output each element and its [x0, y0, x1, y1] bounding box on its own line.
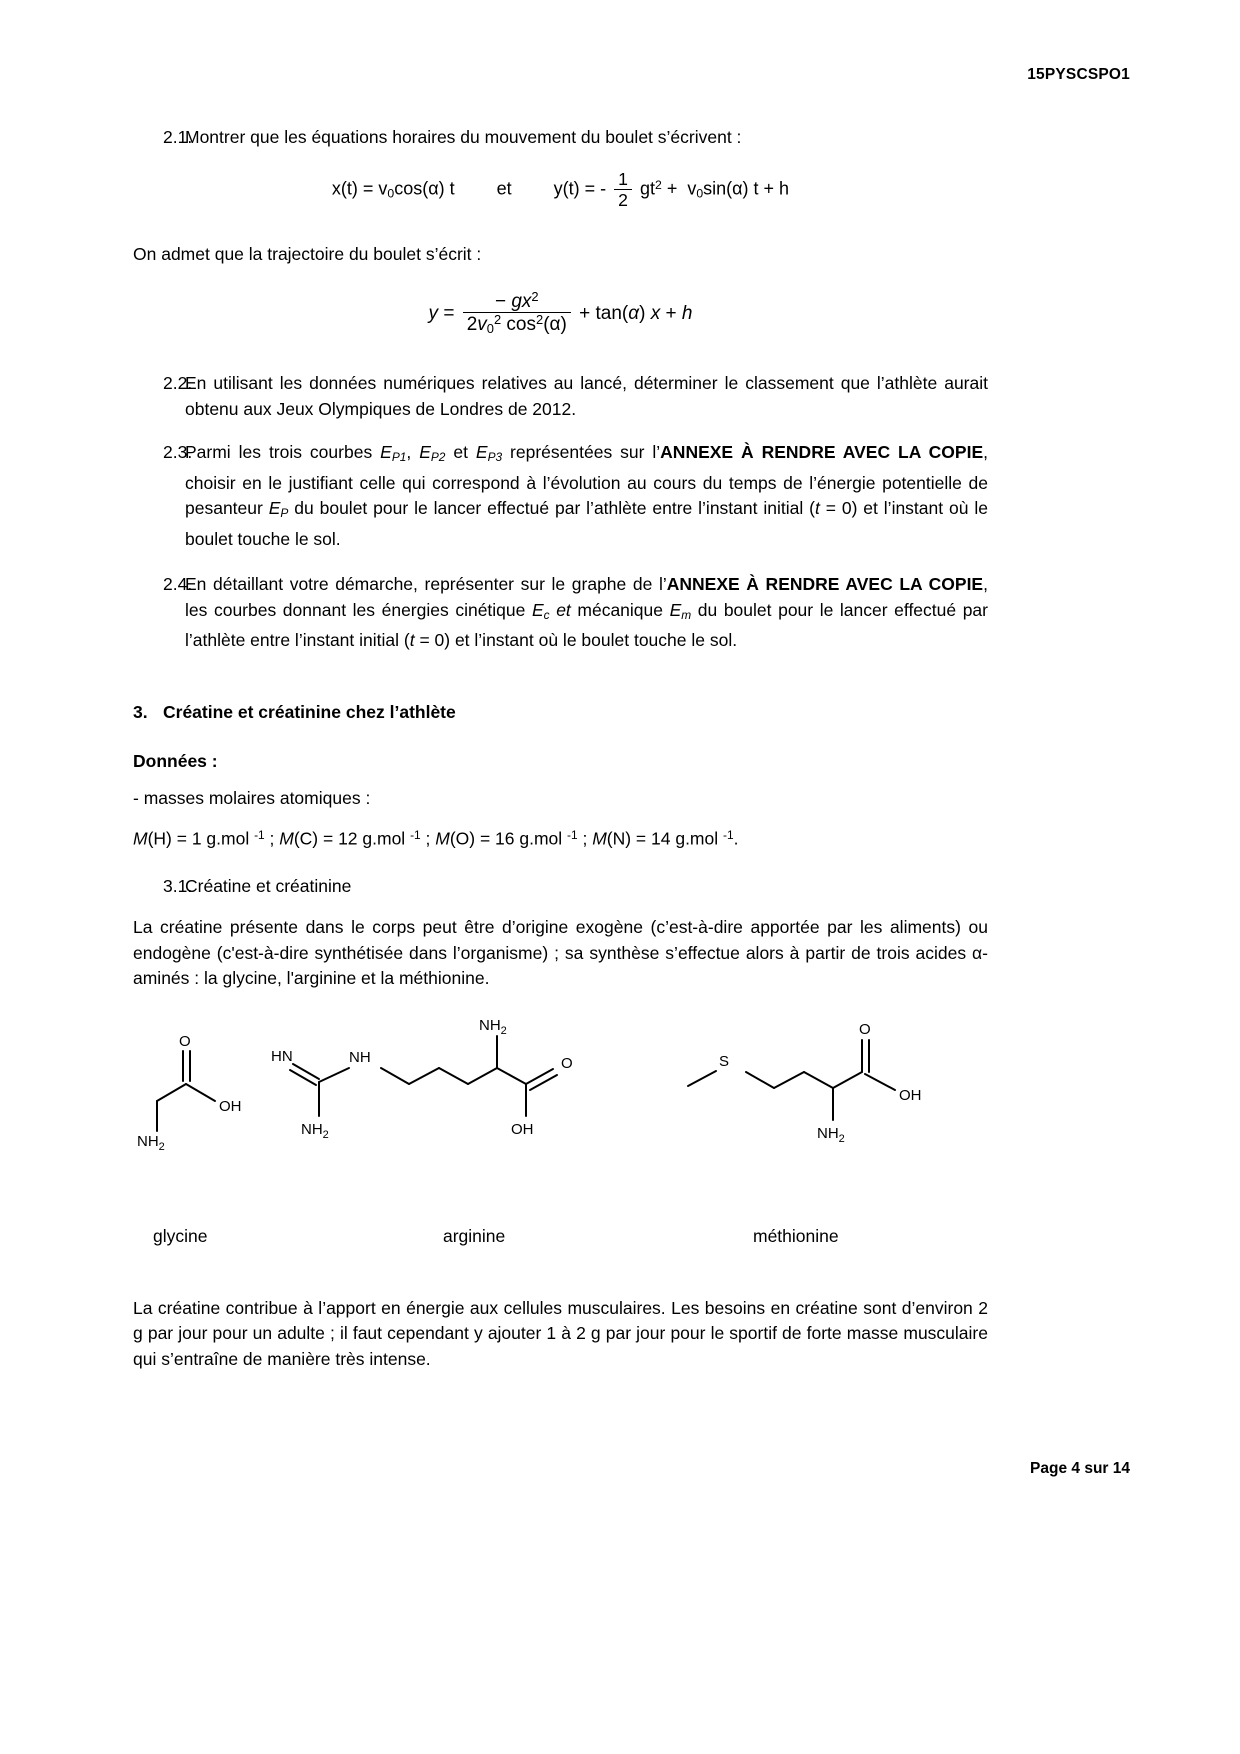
- question-2-1: [133, 125, 988, 151]
- section-number: 3.: [133, 701, 148, 722]
- question-text: En utilisant les données numériques relatives au lancé, déterminer le classement que l’athlète aurait obtenu aux Jeux Olympiques de Londres de 2012.: [185, 373, 988, 419]
- question-number: 2.1.: [163, 127, 193, 147]
- question-number: 2.3.: [163, 442, 193, 463]
- question-text: Créatine et créatinine: [185, 875, 352, 896]
- question-number: 2.2.: [163, 373, 193, 394]
- arginine-label-NH: NH: [349, 1048, 371, 1066]
- question-2-3: [133, 440, 988, 552]
- section-3-heading: [133, 702, 988, 723]
- molecule-name-arginine: arginine: [443, 1225, 506, 1246]
- arginine-label-O: O: [561, 1054, 573, 1072]
- methionine-label-OH: OH: [899, 1086, 922, 1104]
- arginine-label-NH2-guanidine: $NH_2$: [301, 1120, 329, 1141]
- masses-values: M(H) = 1 g.mol $^{-1}$ ; M(C) = 12 g.mol $^{-1}$ ; M(O) = 16 g.mol $^{-1}$ ; M(N) = 14 g.mol $^{-1}$.: [133, 828, 739, 849]
- question-text: Montrer que les équations horaires du mouvement du boulet s’écrivent :: [185, 127, 742, 147]
- question-2-2: [133, 371, 988, 422]
- molecules-svg: [133, 1006, 988, 1221]
- equation-horaires: $x(t) = v_0\cos(\alpha)$ t et y(t) = - $\frac{1}{2}$ $gt^2 + v_0\sin(\alpha) t + h$: [331, 168, 790, 210]
- molecule-name-methionine: méthionine: [753, 1225, 839, 1246]
- fraction-one-half: $\frac{1}{2}$: [614, 169, 632, 211]
- arginine-structure: [271, 1017, 573, 1141]
- paragraph-creatine-origine: La créatine présente dans le corps peut être d’origine exogène (c’est-à-dire apportée par les aliments) ou endogène (c'est-à-dire synthétisée dans l’organisme) ; sa synthèse s’effectue alors à partir de trois acides α-aminés : la glycine, l'arginine et la méthionine.: [133, 917, 988, 989]
- fraction-trajectoire: $\frac{- gx^2}{2v_0^2 \cos^2(\alpha)}$: [463, 290, 571, 338]
- methionine-label-NH2: $NH_2$: [817, 1124, 845, 1145]
- masses-label: - masses molaires atomiques :: [133, 787, 371, 808]
- question-2-4: [133, 572, 988, 653]
- molecule-diagrams: [133, 1006, 988, 1226]
- question-number: 2.4.: [163, 574, 193, 595]
- glycine-label-OH: OH: [219, 1097, 242, 1115]
- glycine-label-NH2: $NH_2$: [137, 1132, 165, 1153]
- glycine-label-O: O: [179, 1032, 191, 1050]
- trajectoire-intro: On admet que la trajectoire du boulet s’écrit :: [133, 244, 482, 265]
- question-3-1: [133, 874, 988, 900]
- molecule-names: [133, 1226, 988, 1260]
- arginine-label-HN: HN: [271, 1047, 293, 1065]
- exam-code: 15PYSCSPO1: [1027, 66, 1130, 83]
- question-number: 3.1.: [163, 875, 193, 896]
- section-title: Créatine et créatinine chez l’athlète: [163, 701, 456, 722]
- arginine-label-NH2-alpha: $NH_2$: [479, 1016, 507, 1037]
- arginine-label-OH: OH: [511, 1120, 534, 1138]
- molecule-name-glycine: glycine: [153, 1225, 208, 1246]
- page-content: [133, 125, 988, 1372]
- methionine-structure: [688, 1021, 922, 1145]
- page-footer: Page 4 sur 14: [1030, 1460, 1130, 1477]
- question-text: Parmi les trois courbes $E_{P1}$, $E_{P2}$ et $E_{P3}$ représentées sur l’ANNEXE À RENDRE AVEC LA COPIE, choisir en le justifiant celle qui correspond à l’évolution au cours du temps de l’énergie potentielle de pesanteur $E_P$ du boulet pour le lancer effectué par l’athlète entre l’instant initial (t = 0) et l’instant où le boulet touche le sol.: [185, 442, 988, 549]
- equation-trajectoire: y = $\frac{- gx^2}{2v_0^2 \cos^2(\alpha)}$ + tan(α) x + h: [428, 288, 693, 337]
- methionine-label-S: S: [719, 1052, 730, 1070]
- paragraph-creatine-apport: La créatine contribue à l’apport en énergie aux cellules musculaires. Les besoins en créatine sont d’environ 2 g par jour pour un adulte ; il faut cependant y ajouter 1 à 2 g par jour pour le sportif de forte masse musculaire qui s’entraîne de manière très intense.: [133, 1297, 988, 1369]
- question-text: En détaillant votre démarche, représenter sur le graphe de l’ANNEXE À RENDRE AVEC LA COPIE, les courbes donnant les énergies cinétique $E_c$ et mécanique $E_m$ du boulet pour le lancer effectué par l’athlète entre l’instant initial (t = 0) et l’instant où le boulet touche le sol.: [185, 574, 988, 651]
- donnees-label: Données :: [133, 750, 218, 771]
- glycine-structure: [137, 1033, 242, 1153]
- methionine-label-O: O: [859, 1020, 871, 1038]
